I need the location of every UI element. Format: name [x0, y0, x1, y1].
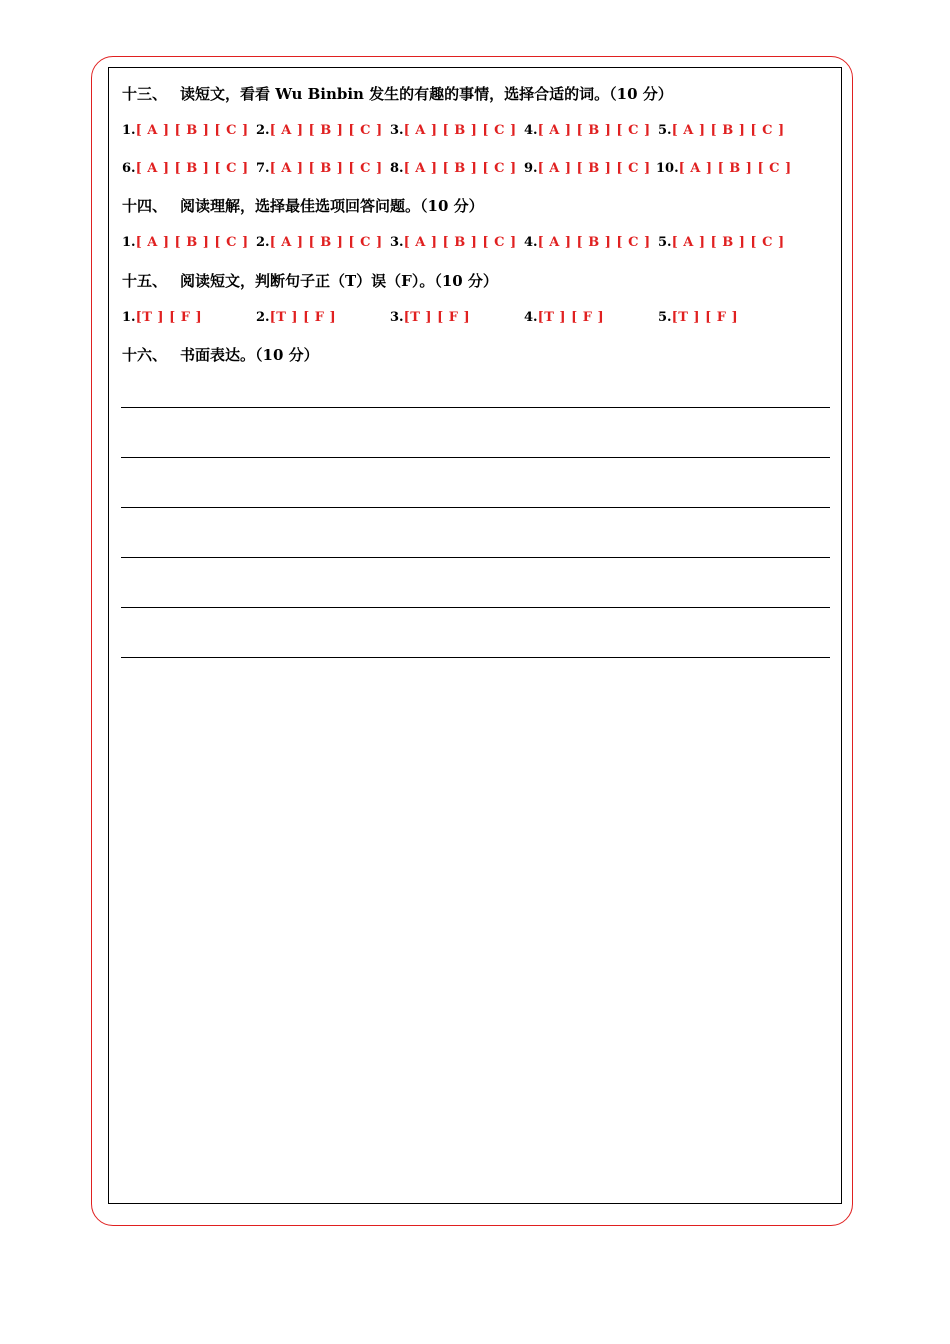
section-instruction: 读短文，看看 Wu Binbin 发生的有趣的事情，选择合适的词。（10 分） — [180, 85, 673, 103]
option-bubbles[interactable]: [ A ] [ B ] [ C ] — [671, 235, 785, 250]
option-bubbles[interactable]: [ A ] [ B ] [ C ] — [537, 235, 651, 250]
section-number: 十五、 — [122, 272, 168, 290]
question-number: 1. — [122, 310, 136, 325]
section-instruction: 阅读短文，判断句子正（T）误（F）。（10 分） — [180, 272, 498, 290]
question-number: 1. — [122, 123, 136, 138]
option-bubbles[interactable]: [T ] [ F ] — [671, 310, 739, 325]
writing-line[interactable] — [121, 507, 830, 508]
answer-choice-item[interactable] — [390, 122, 517, 140]
question-number: 3. — [390, 123, 404, 138]
answer-choice-item[interactable] — [122, 309, 202, 327]
option-bubbles[interactable]: [ A ] [ B ] [ C ] — [537, 161, 651, 176]
answer-choice-item[interactable] — [256, 234, 383, 252]
section-13-title — [122, 84, 673, 104]
question-number: 7. — [256, 161, 270, 176]
question-number: 3. — [390, 310, 404, 325]
writing-line[interactable] — [121, 457, 830, 458]
section-instruction: 书面表达。（10 分） — [180, 346, 319, 364]
answer-choice-item[interactable] — [524, 234, 651, 252]
question-number: 1. — [122, 235, 136, 250]
answer-choice-item[interactable] — [656, 160, 792, 178]
writing-line[interactable] — [121, 407, 830, 408]
answer-choice-item[interactable] — [256, 309, 336, 327]
section-instruction: 阅读理解，选择最佳选项回答问题。（10 分） — [180, 197, 484, 215]
option-bubbles[interactable]: [ A ] [ B ] [ C ] — [135, 123, 249, 138]
answer-choice-item[interactable] — [256, 160, 383, 178]
answer-choice-item[interactable] — [122, 160, 249, 178]
answer-choice-item[interactable] — [524, 160, 651, 178]
answer-choice-item[interactable] — [658, 122, 785, 140]
option-bubbles[interactable]: [T ] [ F ] — [537, 310, 605, 325]
writing-line[interactable] — [121, 657, 830, 658]
question-number: 8. — [390, 161, 404, 176]
answer-choice-item[interactable] — [524, 309, 604, 327]
writing-line[interactable] — [121, 607, 830, 608]
answer-choice-item[interactable] — [524, 122, 651, 140]
question-number: 2. — [256, 235, 270, 250]
question-number: 4. — [524, 123, 538, 138]
option-bubbles[interactable]: [ A ] [ B ] [ C ] — [135, 161, 249, 176]
question-number: 4. — [524, 310, 538, 325]
answer-choice-item[interactable] — [256, 122, 383, 140]
question-number: 5. — [658, 310, 672, 325]
answer-choice-item[interactable] — [658, 234, 785, 252]
question-number: 2. — [256, 310, 270, 325]
question-number: 2. — [256, 123, 270, 138]
section-14-title — [122, 196, 484, 216]
question-number: 4. — [524, 235, 538, 250]
question-number: 3. — [390, 235, 404, 250]
question-number: 6. — [122, 161, 136, 176]
section-16-title — [122, 345, 319, 365]
answer-choice-item[interactable] — [122, 122, 249, 140]
question-number: 5. — [658, 235, 672, 250]
answer-choice-item[interactable] — [122, 234, 249, 252]
answer-choice-item[interactable] — [390, 160, 517, 178]
section-number: 十六、 — [122, 346, 168, 364]
section-number: 十四、 — [122, 197, 168, 215]
option-bubbles[interactable]: [ A ] [ B ] [ C ] — [671, 123, 785, 138]
option-bubbles[interactable]: [ A ] [ B ] [ C ] — [403, 161, 517, 176]
option-bubbles[interactable]: [T ] [ F ] — [403, 310, 471, 325]
writing-line[interactable] — [121, 557, 830, 558]
question-number: 5. — [658, 123, 672, 138]
option-bubbles[interactable]: [ A ] [ B ] [ C ] — [403, 235, 517, 250]
option-bubbles[interactable]: [ A ] [ B ] [ C ] — [269, 235, 383, 250]
section-15-title — [122, 271, 498, 291]
answer-choice-item[interactable] — [390, 309, 470, 327]
option-bubbles[interactable]: [ A ] [ B ] [ C ] — [269, 161, 383, 176]
section-number: 十三、 — [122, 85, 168, 103]
option-bubbles[interactable]: [ A ] [ B ] [ C ] — [678, 161, 792, 176]
option-bubbles[interactable]: [ A ] [ B ] [ C ] — [403, 123, 517, 138]
option-bubbles[interactable]: [ A ] [ B ] [ C ] — [269, 123, 383, 138]
option-bubbles[interactable]: [ A ] [ B ] [ C ] — [537, 123, 651, 138]
option-bubbles[interactable]: [ A ] [ B ] [ C ] — [135, 235, 249, 250]
answer-choice-item[interactable] — [390, 234, 517, 252]
question-number: 9. — [524, 161, 538, 176]
option-bubbles[interactable]: [T ] [ F ] — [135, 310, 203, 325]
option-bubbles[interactable]: [T ] [ F ] — [269, 310, 337, 325]
answer-choice-item[interactable] — [658, 309, 738, 327]
question-number: 10. — [656, 161, 679, 176]
